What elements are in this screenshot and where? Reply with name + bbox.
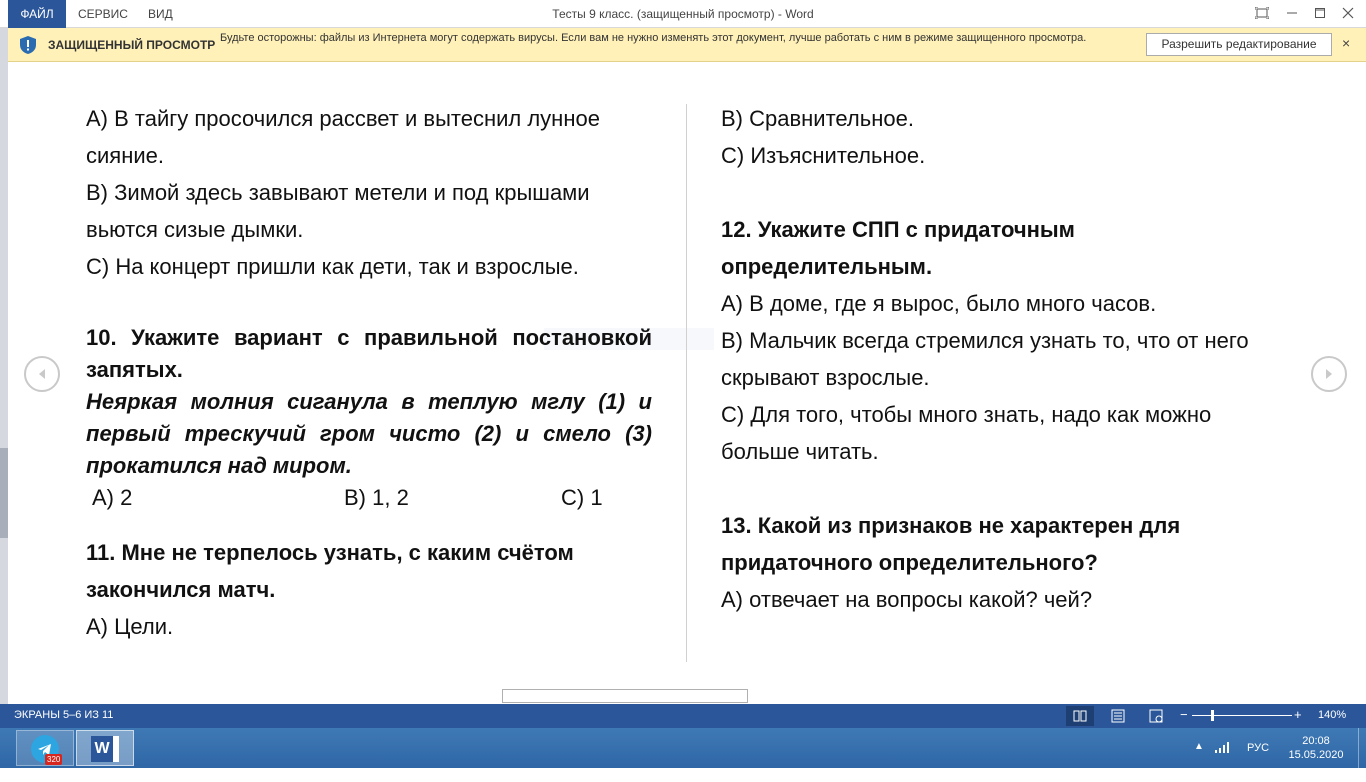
q11-title: 11. Мне не терпелось узнать, с каким счётом закончился матч. xyxy=(86,540,574,602)
enable-editing-button[interactable]: Разрешить редактирование xyxy=(1146,33,1332,56)
clock-date: 15.05.2020 xyxy=(1288,749,1344,761)
q12-option-c: С) Для того, чтобы много знать, надо как можно больше читать. xyxy=(721,402,1212,464)
left-column xyxy=(86,100,652,645)
close-window-icon[interactable] xyxy=(1334,0,1362,28)
language-indicator[interactable]: РУС xyxy=(1247,742,1270,754)
q11-option-c: С) Изъяснительное. xyxy=(721,143,926,168)
close-bar-button[interactable]: × xyxy=(1342,35,1351,51)
shield-icon xyxy=(18,35,38,55)
title-bar xyxy=(0,0,1366,28)
maximize-icon[interactable] xyxy=(1306,0,1334,28)
menu-service[interactable]: СЕРВИС xyxy=(78,7,128,21)
zoom-out-button[interactable]: − xyxy=(1180,707,1188,722)
print-layout-button[interactable] xyxy=(1104,706,1132,726)
zoom-slider-thumb[interactable] xyxy=(1211,710,1214,721)
clock-time: 20:08 xyxy=(1302,735,1330,747)
page-icon xyxy=(1104,706,1132,726)
right-column xyxy=(721,100,1281,618)
book-icon xyxy=(1066,706,1094,726)
zoom-in-button[interactable]: + xyxy=(1294,707,1302,722)
web-icon xyxy=(1142,706,1170,726)
menu-file[interactable]: ФАЙЛ xyxy=(8,0,66,28)
prev-screen-button[interactable] xyxy=(24,356,60,392)
minimize-icon[interactable] xyxy=(1278,0,1306,28)
protected-view-bar xyxy=(8,28,1366,62)
q9-option-b: В) Зимой здесь завывают метели и под крышами вьются сизые дымки. xyxy=(86,180,590,242)
q10-title: 10. Укажите вариант с правильной постановкой запятых. xyxy=(86,325,652,382)
protected-view-title: ЗАЩИЩЕННЫЙ ПРОСМОТР xyxy=(48,38,216,52)
column-divider xyxy=(686,104,687,662)
web-layout-button[interactable] xyxy=(1142,706,1170,726)
q11-option-a: А) Цели. xyxy=(86,614,174,639)
read-mode-button[interactable] xyxy=(1066,706,1094,726)
q13-option-a: А) отвечает на вопросы какой? чей? xyxy=(721,587,1093,612)
q13-title: 13. Какой из признаков не характерен для придаточного определительного? xyxy=(721,513,1181,575)
q10-sentence: Неяркая молния сиганула в теплую мглу (1) и первый трескучий гром чисто (2) и смело (3) прокатился над миром. xyxy=(86,389,652,478)
protected-view-message: Будьте осторожны: файлы из Интернета могут содержать вирусы. Если вам не нужно изменять этот документ, лучше работать с ним в режиме защищенного просмотра. xyxy=(220,32,1087,44)
q10-answers xyxy=(86,482,652,514)
clock[interactable] xyxy=(1288,734,1344,774)
left-edge-mark xyxy=(0,448,8,538)
status-bar xyxy=(0,704,1366,728)
q10-answer-a: А) 2 xyxy=(92,485,133,510)
telegram-unread-badge: 320 xyxy=(47,755,61,764)
zoom-slider[interactable] xyxy=(1192,715,1292,716)
horizontal-scrollbar[interactable] xyxy=(502,689,748,703)
q10-answer-b: В) 1, 2 xyxy=(344,485,409,510)
left-edge xyxy=(0,28,8,704)
arrow-left-icon xyxy=(35,367,49,381)
zoom-level[interactable]: 140% xyxy=(1318,709,1347,721)
tray-expand-icon[interactable]: ▲ xyxy=(1194,741,1204,752)
q10-answer-c: С) 1 xyxy=(561,485,603,510)
word-taskbar-button[interactable] xyxy=(76,730,134,766)
q12-option-a: А) В доме, где я вырос, было много часов. xyxy=(721,291,1157,316)
menu-view[interactable]: ВИД xyxy=(148,7,173,21)
q11-option-b: В) Сравнительное. xyxy=(721,106,914,131)
document-area xyxy=(8,62,1366,690)
network-icon[interactable] xyxy=(1214,741,1230,781)
word-icon: W xyxy=(91,736,119,762)
window-title: Тесты 9 класс. (защищенный просмотр) - Word xyxy=(552,7,814,21)
q12-title: 12. Укажите СПП с придаточным определительным. xyxy=(721,217,1075,279)
screen-counter: ЭКРАНЫ 5–6 ИЗ 11 xyxy=(14,709,114,721)
next-screen-button[interactable] xyxy=(1311,356,1347,392)
telegram-taskbar-button[interactable] xyxy=(16,730,74,766)
fullscreen-icon[interactable] xyxy=(1248,0,1276,28)
arrow-right-icon xyxy=(1322,367,1336,381)
q9-option-c: С) На концерт пришли как дети, так и взрослые. xyxy=(86,254,579,279)
taskbar xyxy=(0,728,1366,768)
q9-option-a: А) В тайгу просочился рассвет и вытеснил лунное сияние. xyxy=(86,106,600,168)
q12-option-b: В) Мальчик всегда стремился узнать то, что от него скрывают взрослые. xyxy=(721,328,1249,390)
show-desktop-button[interactable] xyxy=(1358,728,1366,768)
